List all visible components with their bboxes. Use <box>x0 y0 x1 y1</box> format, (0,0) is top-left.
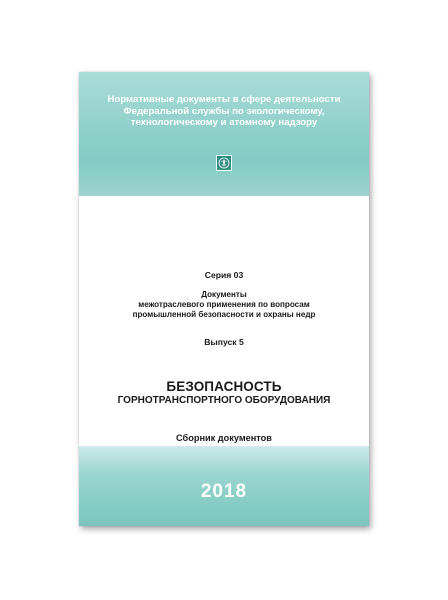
book-subtitle: ГОРНОТРАНСПОРТНОГО ОБОРУДОВАНИЯ <box>117 395 331 406</box>
header-line: технологическому и атомному надзору <box>130 117 318 128</box>
header-line: Федеральной службы по экологическому, <box>123 105 325 117</box>
rostekhnadzor-emblem-icon <box>216 155 232 171</box>
book-cover[interactable] <box>79 72 369 526</box>
cover-header <box>87 94 361 129</box>
documents-line: Документы <box>201 290 247 299</box>
cover-bottom-band <box>79 446 369 526</box>
series-label: Серия 03 <box>204 270 244 280</box>
book-title: БЕЗОПАСНОСТЬ <box>166 379 282 394</box>
publication-year: 2018 <box>200 481 248 502</box>
documents-line: промышленной безопасности и охраны недр <box>132 310 316 319</box>
collection-label: Сборник документов <box>176 433 272 443</box>
issue-label: Выпуск 5 <box>204 337 244 347</box>
documents-description <box>79 290 369 320</box>
documents-line: межотраслевого применения по вопросам <box>138 300 310 309</box>
cover-top-band <box>79 72 369 196</box>
cover-middle <box>79 196 369 446</box>
header-line: Нормативные документы в сфере деятельности <box>107 94 341 105</box>
